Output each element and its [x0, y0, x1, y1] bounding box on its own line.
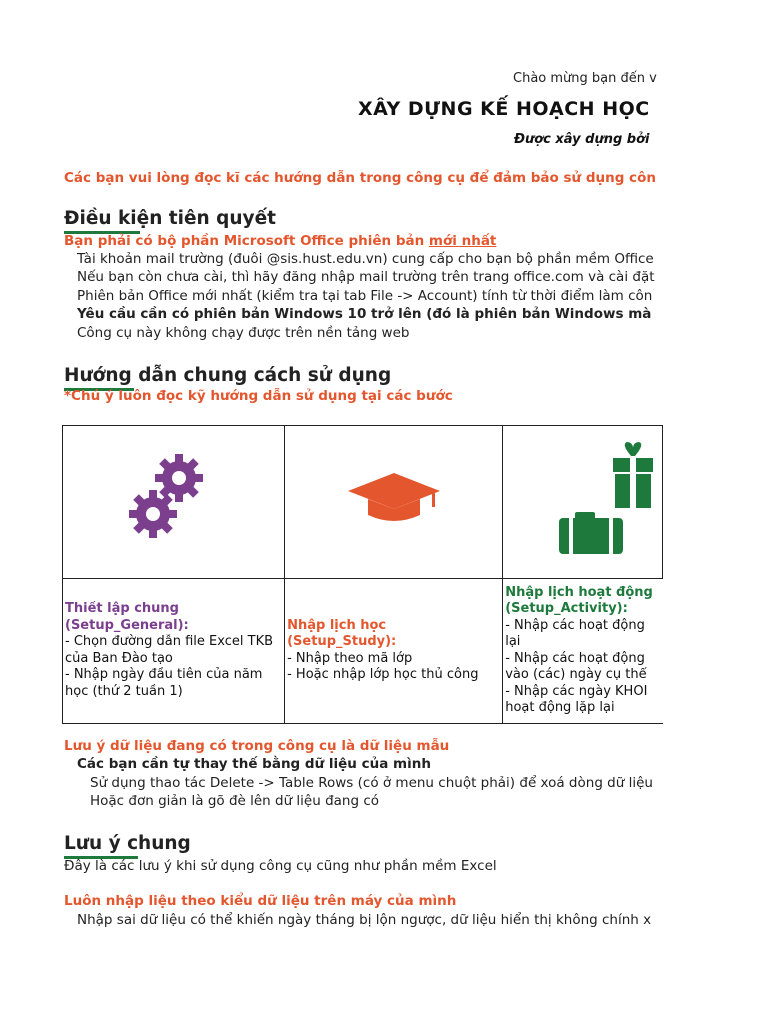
- step-general-title-2: (Setup_General):: [65, 617, 189, 633]
- sample-data-line-1: Sử dụng thao tác Delete -> Table Rows (có ở menu chuột phải) để xoá dòng dữ liệu: [90, 775, 653, 791]
- prereq-line-1: Tài khoản mail trường (đuôi @sis.hust.edu.vn) cung cấp cho bạn bộ phần mềm Office: [77, 251, 654, 267]
- step-icon-cell: [63, 426, 285, 579]
- general-intro: Đây là các lưu ý khi sử dụng công cụ cũng như phần mềm Excel: [64, 858, 497, 874]
- step-general-line: của Ban Đào tạo: [65, 650, 173, 666]
- step-activity-title-1: Nhập lịch hoạt động: [505, 584, 653, 600]
- page-title: XÂY DỰNG KẾ HOẠCH HỌC: [358, 98, 650, 120]
- step-study-line: - Nhập theo mã lớp: [287, 650, 413, 666]
- byline: Được xây dựng bởi: [514, 132, 650, 147]
- general-subheading: Luôn nhập liệu theo kiểu dữ liệu trên máy của mình: [64, 893, 457, 909]
- prereq-heading: Điều kiện tiên quyết: [64, 208, 277, 229]
- step-activity-line: - Nhập các hoạt động: [505, 650, 645, 666]
- sample-data-line-2: Hoặc đơn giản là gõ đè lên dữ liệu đang có: [90, 793, 380, 809]
- welcome-text: Chào mừng bạn đến v: [513, 71, 657, 86]
- prereq-subheading: Bạn phải có bộ phần Microsoft Office phiên bản mới nhất: [64, 233, 497, 249]
- general-heading: Lưu ý chung: [64, 833, 191, 854]
- guide-heading: Hướng dẫn chung cách sử dụng: [64, 365, 392, 386]
- step-study-cell: [285, 578, 503, 723]
- graduation-cap-icon: [344, 469, 444, 529]
- step-activity-line: lại: [505, 634, 521, 649]
- prereq-line-3: Phiên bản Office mới nhất (kiểm tra tại tab File -> Account) tính từ thời điểm làm côn: [77, 288, 653, 304]
- step-activity-line: vào (các) ngày cụ thể: [505, 667, 647, 682]
- general-line: Nhập sai dữ liệu có thể khiến ngày tháng bị lộn ngược, dữ liệu hiển thị không chính x: [77, 912, 652, 928]
- guide-note: *Chú ý luôn đọc kỹ hướng dẫn sử dụng tại các bước: [64, 388, 453, 404]
- step-general-title-1: Thiết lập chung: [65, 601, 179, 616]
- prereq-line-2: Nếu bạn còn chưa cài, thì hãy đăng nhập mail trường trên trang office.com và cài đặt: [77, 269, 655, 285]
- step-activity-cell: [503, 578, 663, 723]
- step-activity-title-2: (Setup_Activity):: [505, 601, 628, 616]
- step-study-title-1: Nhập lịch học: [287, 617, 387, 633]
- gears-icon: [129, 454, 219, 544]
- prereq-line-5: Công cụ này không chạy được trên nền tảng web: [77, 325, 410, 341]
- step-activity-line: - Nhập các ngày KHÔI: [505, 683, 648, 699]
- latest-version-link[interactable]: mới nhất: [428, 233, 497, 249]
- gift-briefcase-icon: [503, 426, 661, 572]
- step-study-line: - Hoặc nhập lớp học thủ công: [287, 667, 479, 682]
- step-general-line: - Chọn đường dẫn file Excel TKB: [65, 634, 274, 649]
- steps-table: [62, 425, 663, 724]
- icon-row: [63, 426, 663, 579]
- step-study-title-2: (Setup_Study):: [287, 634, 397, 649]
- step-activity-line: hoạt động lặp lại: [505, 700, 615, 715]
- step-general-line: - Nhập ngày đầu tiên của năm: [65, 667, 263, 682]
- warning-text: Các bạn vui lòng đọc kĩ các hướng dẫn trong công cụ để đảm bảo sử dụng côn: [64, 170, 656, 186]
- step-general-line: học (thứ 2 tuần 1): [65, 683, 183, 699]
- step-general-cell: [63, 578, 285, 723]
- step-icon-cell: [503, 426, 663, 579]
- step-icon-cell: [285, 426, 503, 579]
- step-activity-line: - Nhập các hoạt động: [505, 617, 645, 633]
- steps-text-row: [63, 578, 663, 723]
- sample-data-note: Lưu ý dữ liệu đang có trong công cụ là dữ liệu mẫu: [64, 738, 450, 754]
- prereq-line-4: Yêu cầu cần có phiên bản Windows 10 trở lên (đó là phiên bản Windows mà: [77, 306, 652, 322]
- sample-data-instruction: Các bạn cần tự thay thế bằng dữ liệu của mình: [77, 756, 431, 772]
